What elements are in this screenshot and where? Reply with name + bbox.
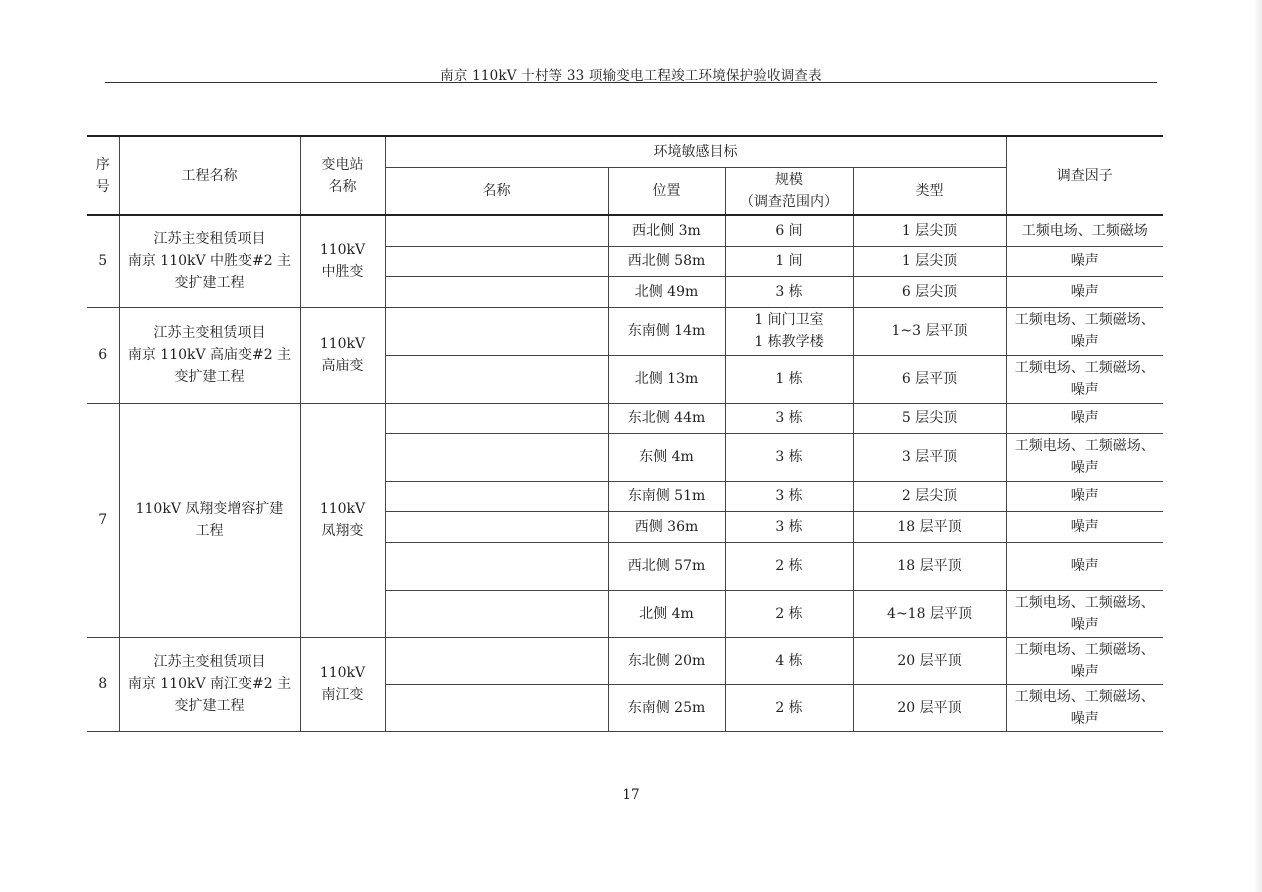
substation-cell-text: 110kV 高庙变 <box>319 336 366 374</box>
col-header-scale <box>725 167 853 215</box>
survey-factor-cell-text: 工频电场、工频磁场、 噪声 <box>1014 312 1155 350</box>
col-header-substation-text: 变电站 名称 <box>321 156 364 195</box>
project-name-cell <box>119 307 300 403</box>
survey-factor-cell <box>1006 433 1163 481</box>
type-cell <box>853 246 1006 276</box>
seq-cell-text: 6 <box>98 347 108 363</box>
target-name-cell <box>385 511 608 542</box>
survey-factor-cell <box>1006 215 1163 246</box>
page-number: 17 <box>622 787 640 803</box>
type-cell <box>853 684 1006 731</box>
col-header-target-name: 名称 <box>385 167 608 215</box>
target-name-cell <box>385 637 608 684</box>
position-cell-text: 东南侧 25m <box>627 699 706 716</box>
survey-factor-cell <box>1006 246 1163 276</box>
type-cell <box>853 215 1006 246</box>
col-header-sensitive-targets: 环境敏感目标 <box>385 136 1006 167</box>
scale-cell <box>725 511 853 542</box>
scale-cell <box>725 276 853 307</box>
scale-cell <box>725 307 853 355</box>
scale-cell <box>725 215 853 246</box>
position-cell <box>608 215 725 246</box>
table-row <box>87 403 1163 433</box>
substation-cell <box>300 403 385 637</box>
table-row <box>87 307 1163 355</box>
col-header-position: 位置 <box>608 167 725 215</box>
scale-cell-text: 1 间门卫室 1 栋教学楼 <box>754 312 824 350</box>
col-header-substation <box>300 136 385 215</box>
position-cell <box>608 590 725 637</box>
survey-factor-cell <box>1006 684 1163 731</box>
seq-cell-text: 5 <box>98 253 108 270</box>
seq-cell <box>87 215 119 307</box>
type-cell-text: 2 层尖顶 <box>901 488 958 504</box>
target-name-cell <box>385 590 608 637</box>
scale-cell-text: 2 栋 <box>775 558 803 574</box>
position-cell-text: 东北侧 20m <box>627 652 706 669</box>
seq-cell <box>87 403 119 637</box>
type-cell-text: 3 层平顶 <box>901 449 958 465</box>
project-name-cell <box>119 403 300 637</box>
position-cell-text: 西北侧 58m <box>627 253 706 269</box>
survey-factor-cell-text: 工频电场、工频磁场、 噪声 <box>1014 360 1155 398</box>
position-cell <box>608 637 725 684</box>
survey-factor-cell-text: 工频电场、工频磁场 <box>1021 222 1148 239</box>
col-header-seq-text: 序 号 <box>95 156 110 195</box>
scale-cell-text: 1 间 <box>775 253 803 269</box>
substation-cell <box>300 215 385 307</box>
position-cell-text: 东北侧 44m <box>627 410 706 426</box>
survey-factor-cell-text: 噪声 <box>1070 410 1099 426</box>
scale-cell <box>725 590 853 637</box>
project-name-cell-text: 110kV 凤翔变增容扩建 工程 <box>135 501 284 539</box>
survey-factor-cell <box>1006 511 1163 542</box>
target-name-cell <box>385 684 608 731</box>
table-row <box>87 215 1163 246</box>
position-cell <box>608 433 725 481</box>
type-cell <box>853 590 1006 637</box>
project-name-cell-text: 江苏主变租赁项目 南京 110kV 南江变#2 主 变扩建工程 <box>127 654 292 714</box>
target-name-cell <box>385 433 608 481</box>
substation-cell-text: 110kV 凤翔变 <box>319 501 366 539</box>
scale-cell-text: 3 栋 <box>775 488 803 504</box>
substation-cell <box>300 637 385 731</box>
scale-cell-text: 1 栋 <box>775 371 803 387</box>
scale-cell <box>725 637 853 684</box>
position-cell-text: 北侧 13m <box>634 371 699 387</box>
type-cell <box>853 355 1006 403</box>
position-cell-text: 北侧 4m <box>639 605 694 622</box>
position-cell-text: 北侧 49m <box>634 283 699 300</box>
type-cell-text: 6 层平顶 <box>901 371 958 387</box>
survey-factor-cell-text: 噪声 <box>1070 488 1099 504</box>
project-name-cell <box>119 215 300 307</box>
position-cell-text: 东侧 4m <box>639 449 694 465</box>
scale-cell <box>725 684 853 731</box>
scale-cell <box>725 542 853 590</box>
type-cell-text: 1 层尖顶 <box>901 222 958 239</box>
header-rule <box>105 82 1157 83</box>
type-cell <box>853 403 1006 433</box>
position-cell <box>608 355 725 403</box>
type-cell-text: 18 层平顶 <box>897 518 962 535</box>
col-header-project: 工程名称 <box>119 136 300 215</box>
target-name-cell <box>385 307 608 355</box>
substation-cell-text: 110kV 中胜变 <box>319 242 366 281</box>
seq-cell-text: 8 <box>98 676 108 692</box>
type-cell <box>853 276 1006 307</box>
target-name-cell <box>385 481 608 511</box>
scale-cell-text: 3 栋 <box>775 283 803 300</box>
target-name-cell <box>385 403 608 433</box>
scale-cell <box>725 246 853 276</box>
project-name-cell-text: 江苏主变租赁项目 南京 110kV 高庙变#2 主 变扩建工程 <box>127 325 292 385</box>
seq-cell-text: 7 <box>98 512 108 528</box>
type-cell-text: 20 层平顶 <box>897 699 962 716</box>
position-cell-text: 西侧 36m <box>634 518 699 535</box>
target-name-cell <box>385 246 608 276</box>
position-cell <box>608 276 725 307</box>
scale-cell-text: 2 栋 <box>775 605 803 622</box>
col-header-scale-text: 规模 （调查范围内） <box>740 171 838 210</box>
survey-factor-cell <box>1006 307 1163 355</box>
scale-cell-text: 3 栋 <box>775 518 803 535</box>
type-cell <box>853 433 1006 481</box>
survey-table-body <box>87 215 1163 731</box>
survey-factor-cell-text: 工频电场、工频磁场、 噪声 <box>1014 438 1155 476</box>
position-cell <box>608 403 725 433</box>
target-name-cell <box>385 542 608 590</box>
survey-factor-cell <box>1006 481 1163 511</box>
col-header-survey-factor: 调查因子 <box>1006 136 1163 215</box>
scale-cell-text: 3 栋 <box>775 410 803 426</box>
type-cell-text: 1 层尖顶 <box>901 253 958 269</box>
scale-cell <box>725 433 853 481</box>
scale-cell <box>725 403 853 433</box>
survey-table <box>87 135 1163 732</box>
type-cell <box>853 307 1006 355</box>
position-cell-text: 西北侧 3m <box>632 222 701 239</box>
survey-factor-cell-text: 噪声 <box>1070 518 1099 535</box>
col-header-type: 类型 <box>853 167 1006 215</box>
position-cell-text: 西北侧 57m <box>627 558 706 574</box>
seq-cell <box>87 637 119 731</box>
substation-cell-text: 110kV 南江变 <box>319 665 366 703</box>
target-name-cell <box>385 355 608 403</box>
seq-cell <box>87 307 119 403</box>
survey-factor-cell-text: 噪声 <box>1070 558 1099 574</box>
survey-factor-cell-text: 噪声 <box>1070 283 1099 300</box>
type-cell-text: 1~3 层平顶 <box>891 323 968 339</box>
type-cell <box>853 481 1006 511</box>
type-cell-text: 4~18 层平顶 <box>887 605 972 622</box>
position-cell <box>608 684 725 731</box>
type-cell-text: 18 层平顶 <box>897 558 962 574</box>
page-header-title: 南京 110kV 十村等 33 项输变电工程竣工环境保护验收调查表 <box>440 68 822 84</box>
survey-factor-cell <box>1006 403 1163 433</box>
survey-factor-cell-text: 噪声 <box>1070 253 1099 269</box>
scale-cell-text: 2 栋 <box>775 699 803 716</box>
type-cell <box>853 511 1006 542</box>
type-cell <box>853 542 1006 590</box>
target-name-cell <box>385 215 608 246</box>
project-name-cell-text: 江苏主变租赁项目 南京 110kV 中胜变#2 主 变扩建工程 <box>127 231 292 292</box>
survey-factor-cell <box>1006 542 1163 590</box>
type-cell-text: 6 层尖顶 <box>901 283 958 300</box>
survey-factor-cell <box>1006 637 1163 684</box>
position-cell-text: 东南侧 51m <box>627 488 706 504</box>
survey-factor-cell-text: 工频电场、工频磁场、 噪声 <box>1014 641 1155 680</box>
type-cell-text: 20 层平顶 <box>897 652 962 669</box>
table-row <box>87 637 1163 684</box>
position-cell <box>608 246 725 276</box>
survey-factor-cell <box>1006 276 1163 307</box>
substation-cell <box>300 307 385 403</box>
scale-cell-text: 3 栋 <box>775 449 803 465</box>
type-cell-text: 5 层尖顶 <box>901 410 958 426</box>
col-header-seq <box>87 136 119 215</box>
position-cell <box>608 307 725 355</box>
survey-factor-cell <box>1006 590 1163 637</box>
survey-factor-cell <box>1006 355 1163 403</box>
scale-cell <box>725 355 853 403</box>
scale-cell-text: 6 间 <box>775 222 803 239</box>
position-cell <box>608 511 725 542</box>
type-cell <box>853 637 1006 684</box>
target-name-cell <box>385 276 608 307</box>
survey-factor-cell-text: 工频电场、工频磁场、 噪声 <box>1014 688 1155 727</box>
survey-factor-cell-text: 工频电场、工频磁场、 噪声 <box>1014 594 1155 633</box>
position-cell <box>608 481 725 511</box>
scale-cell <box>725 481 853 511</box>
position-cell <box>608 542 725 590</box>
project-name-cell <box>119 637 300 731</box>
page-edge-shadow <box>1254 0 1262 892</box>
scale-cell-text: 4 栋 <box>775 652 803 669</box>
position-cell-text: 东南侧 14m <box>627 323 706 339</box>
